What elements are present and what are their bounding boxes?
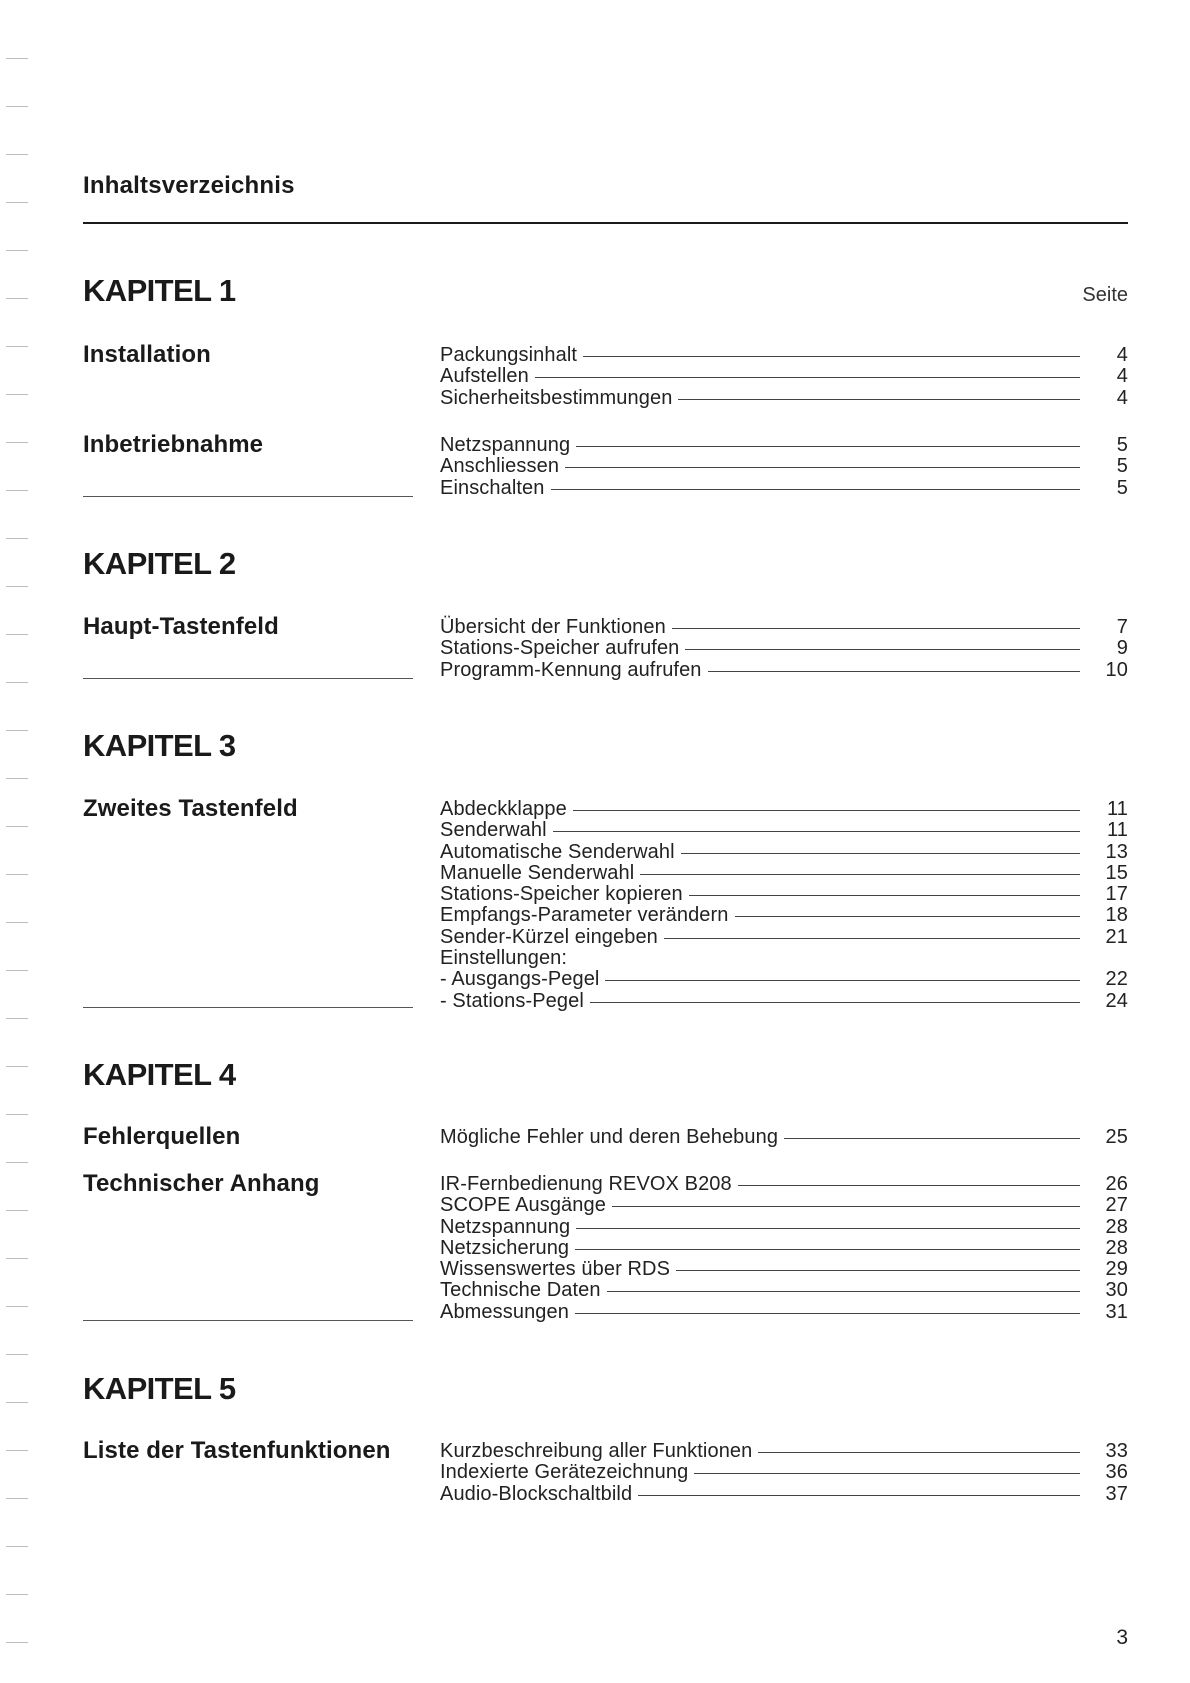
entry-page: 36	[1105, 1461, 1128, 1484]
entry-page: 29	[1105, 1258, 1128, 1281]
entry-page: 10	[1105, 658, 1128, 681]
section-title: Fehlerquellen	[83, 1123, 241, 1150]
dot-leader	[607, 1291, 1080, 1292]
section-divider	[83, 1320, 413, 1321]
entry-label: Einstellungen:	[440, 947, 568, 970]
entry-page: 5	[1116, 434, 1128, 456]
toc-entry[interactable]	[440, 819, 1128, 840]
entry-page: 25	[1105, 1126, 1128, 1148]
dot-leader	[535, 377, 1080, 378]
dot-leader	[573, 810, 1080, 811]
entry-page: 13	[1105, 840, 1128, 863]
entry-page: 37	[1105, 1482, 1128, 1505]
entry-label: Abdeckklappe	[440, 798, 567, 820]
toc-entry[interactable]	[440, 862, 1128, 883]
dot-leader	[685, 649, 1080, 650]
toc-entry[interactable]	[440, 798, 1128, 819]
entry-label: Audio-Blockschaltbild	[440, 1482, 633, 1505]
section-divider	[83, 678, 413, 679]
entry-label: Kurzbeschreibung aller Funktionen	[440, 1440, 753, 1462]
toc-entry[interactable]	[440, 1440, 1128, 1461]
entry-page: 22	[1105, 968, 1128, 991]
entry-label: Packungsinhalt	[440, 344, 578, 366]
entry-page: 17	[1105, 883, 1128, 906]
toc-entry[interactable]	[440, 904, 1128, 925]
entry-label: Senderwahl	[440, 819, 547, 842]
dot-leader	[738, 1185, 1080, 1186]
section-divider	[83, 1007, 413, 1008]
toc-entry[interactable]	[440, 659, 1128, 680]
dot-leader	[583, 356, 1080, 357]
entry-label: Netzsicherung	[440, 1236, 570, 1259]
entry-label: - Stations-Pegel	[440, 989, 584, 1012]
dot-leader	[551, 489, 1081, 490]
chapter-heading: KAPITEL 1	[83, 273, 236, 308]
entry-label: Wissenswertes über RDS	[440, 1258, 671, 1281]
toc-entry[interactable]	[440, 883, 1128, 904]
section-title: Inbetriebnahme	[83, 431, 264, 458]
chapter-heading: KAPITEL 3	[83, 728, 236, 763]
margin-binding-marks	[6, 0, 30, 1683]
entry-label: IR-Fernbedienung REVOX B208	[440, 1173, 732, 1195]
section-title: Liste der Tastenfunktionen	[83, 1437, 391, 1464]
entry-page: 31	[1105, 1300, 1128, 1323]
dot-leader	[553, 831, 1080, 832]
dot-leader	[640, 874, 1080, 875]
dot-leader	[689, 895, 1080, 896]
entry-page: 11	[1107, 798, 1128, 820]
entry-page: 4	[1116, 344, 1128, 366]
entry-label: Netzspannung	[440, 1215, 571, 1238]
entry-label: Manuelle Senderwahl	[440, 861, 635, 884]
dot-leader	[576, 1228, 1080, 1229]
page-column-label: Seite	[1082, 284, 1128, 306]
toc-entry[interactable]	[440, 841, 1128, 862]
toc-entry[interactable]	[440, 968, 1128, 989]
entry-label: Einschalten	[440, 476, 545, 499]
toc-entry-list	[440, 1440, 1128, 1504]
dot-leader	[676, 1270, 1080, 1271]
dot-leader	[664, 938, 1080, 939]
toc-entry-list	[440, 344, 1128, 408]
entry-page: 24	[1105, 989, 1128, 1012]
entry-page: 33	[1105, 1440, 1128, 1462]
entry-label: Aufstellen	[440, 365, 529, 388]
entry-label: Übersicht der Funktionen	[440, 616, 666, 638]
entry-label: Automatische Senderwahl	[440, 840, 675, 863]
dot-leader	[605, 980, 1080, 981]
toc-entry[interactable]	[440, 365, 1128, 386]
toc-entry[interactable]	[440, 616, 1128, 637]
entry-label: Technische Daten	[440, 1279, 601, 1302]
entry-label: Anschliessen	[440, 455, 560, 478]
dot-leader	[678, 399, 1080, 400]
entry-label: Sender-Kürzel eingeben	[440, 925, 658, 948]
toc-entry[interactable]	[440, 1279, 1128, 1300]
page-number: 3	[1116, 1626, 1128, 1649]
dot-leader	[708, 671, 1080, 672]
entry-page: 28	[1105, 1236, 1128, 1259]
entry-label: Indexierte Gerätezeichnung	[440, 1461, 689, 1484]
section-title: Technischer Anhang	[83, 1170, 320, 1197]
chapter-heading: KAPITEL 4	[83, 1057, 236, 1092]
toc-entry[interactable]	[440, 1461, 1128, 1482]
entry-page: 7	[1116, 616, 1128, 638]
dot-leader	[681, 853, 1080, 854]
toc-entry[interactable]	[440, 1483, 1128, 1504]
toc-entry-list	[440, 616, 1128, 680]
entry-label: Stations-Speicher aufrufen	[440, 637, 680, 660]
entry-label: Empfangs-Parameter verändern	[440, 904, 729, 927]
entry-label: SCOPE Ausgänge	[440, 1194, 606, 1217]
dot-leader	[638, 1495, 1080, 1496]
entry-label: Abmessungen	[440, 1300, 569, 1323]
entry-page: 18	[1105, 904, 1128, 927]
entry-page: 11	[1107, 819, 1128, 842]
toc-entry-list	[440, 434, 1128, 498]
entry-page: 5	[1116, 476, 1128, 499]
entry-page: 30	[1105, 1279, 1128, 1302]
toc-subheading	[440, 947, 1128, 968]
entry-label: Stations-Speicher kopieren	[440, 883, 683, 906]
chapter-heading: KAPITEL 2	[83, 546, 236, 581]
toc-entry[interactable]	[440, 1194, 1128, 1215]
entry-label: Sicherheitsbestimmungen	[440, 386, 673, 409]
toc-entry[interactable]	[440, 990, 1128, 1011]
toc-entry-list	[440, 1126, 1128, 1147]
dot-leader	[784, 1138, 1080, 1139]
entry-label: Programm-Kennung aufrufen	[440, 658, 702, 681]
entry-page: 26	[1105, 1173, 1128, 1195]
toc-entry[interactable]	[440, 1301, 1128, 1322]
toc-entry[interactable]	[440, 1237, 1128, 1258]
entry-page: 28	[1105, 1215, 1128, 1238]
section-title: Haupt-Tastenfeld	[83, 613, 279, 640]
dot-leader	[735, 916, 1081, 917]
toc-entry[interactable]	[440, 477, 1128, 498]
section-title: Installation	[83, 341, 211, 368]
entry-page: 4	[1116, 365, 1128, 388]
section-title: Zweites Tastenfeld	[83, 795, 298, 822]
entry-page: 27	[1105, 1194, 1128, 1217]
toc-entry[interactable]	[440, 1126, 1128, 1147]
title-divider	[83, 222, 1128, 224]
entry-label: Mögliche Fehler und deren Behebung	[440, 1126, 779, 1148]
dot-leader	[575, 1249, 1080, 1250]
toc-entry-list	[440, 798, 1128, 1011]
entry-label: Netzspannung	[440, 434, 571, 456]
entry-page: 21	[1105, 925, 1128, 948]
dot-leader	[694, 1473, 1080, 1474]
dot-leader	[672, 628, 1080, 629]
entry-label: - Ausgangs-Pegel	[440, 968, 600, 991]
entry-page: 9	[1116, 637, 1128, 660]
dot-leader	[576, 446, 1080, 447]
toc-entry-list	[440, 1173, 1128, 1322]
entry-page: 4	[1116, 386, 1128, 409]
dot-leader	[758, 1452, 1080, 1453]
dot-leader	[565, 467, 1080, 468]
toc-entry[interactable]	[440, 926, 1128, 947]
toc-entry[interactable]	[440, 455, 1128, 476]
toc-entry[interactable]	[440, 1258, 1128, 1279]
toc-entry[interactable]	[440, 637, 1128, 658]
section-divider	[83, 496, 413, 497]
dot-leader	[575, 1313, 1080, 1314]
dot-leader	[590, 1002, 1080, 1003]
toc-entry[interactable]	[440, 1173, 1128, 1194]
entry-page: 5	[1116, 455, 1128, 478]
toc-entry[interactable]	[440, 387, 1128, 408]
chapter-heading: KAPITEL 5	[83, 1371, 236, 1406]
toc-entry[interactable]	[440, 1216, 1128, 1237]
toc-entry[interactable]	[440, 344, 1128, 365]
entry-page: 15	[1105, 861, 1128, 884]
toc-entry[interactable]	[440, 434, 1128, 455]
dot-leader	[612, 1206, 1080, 1207]
page-title: Inhaltsverzeichnis	[83, 172, 295, 199]
